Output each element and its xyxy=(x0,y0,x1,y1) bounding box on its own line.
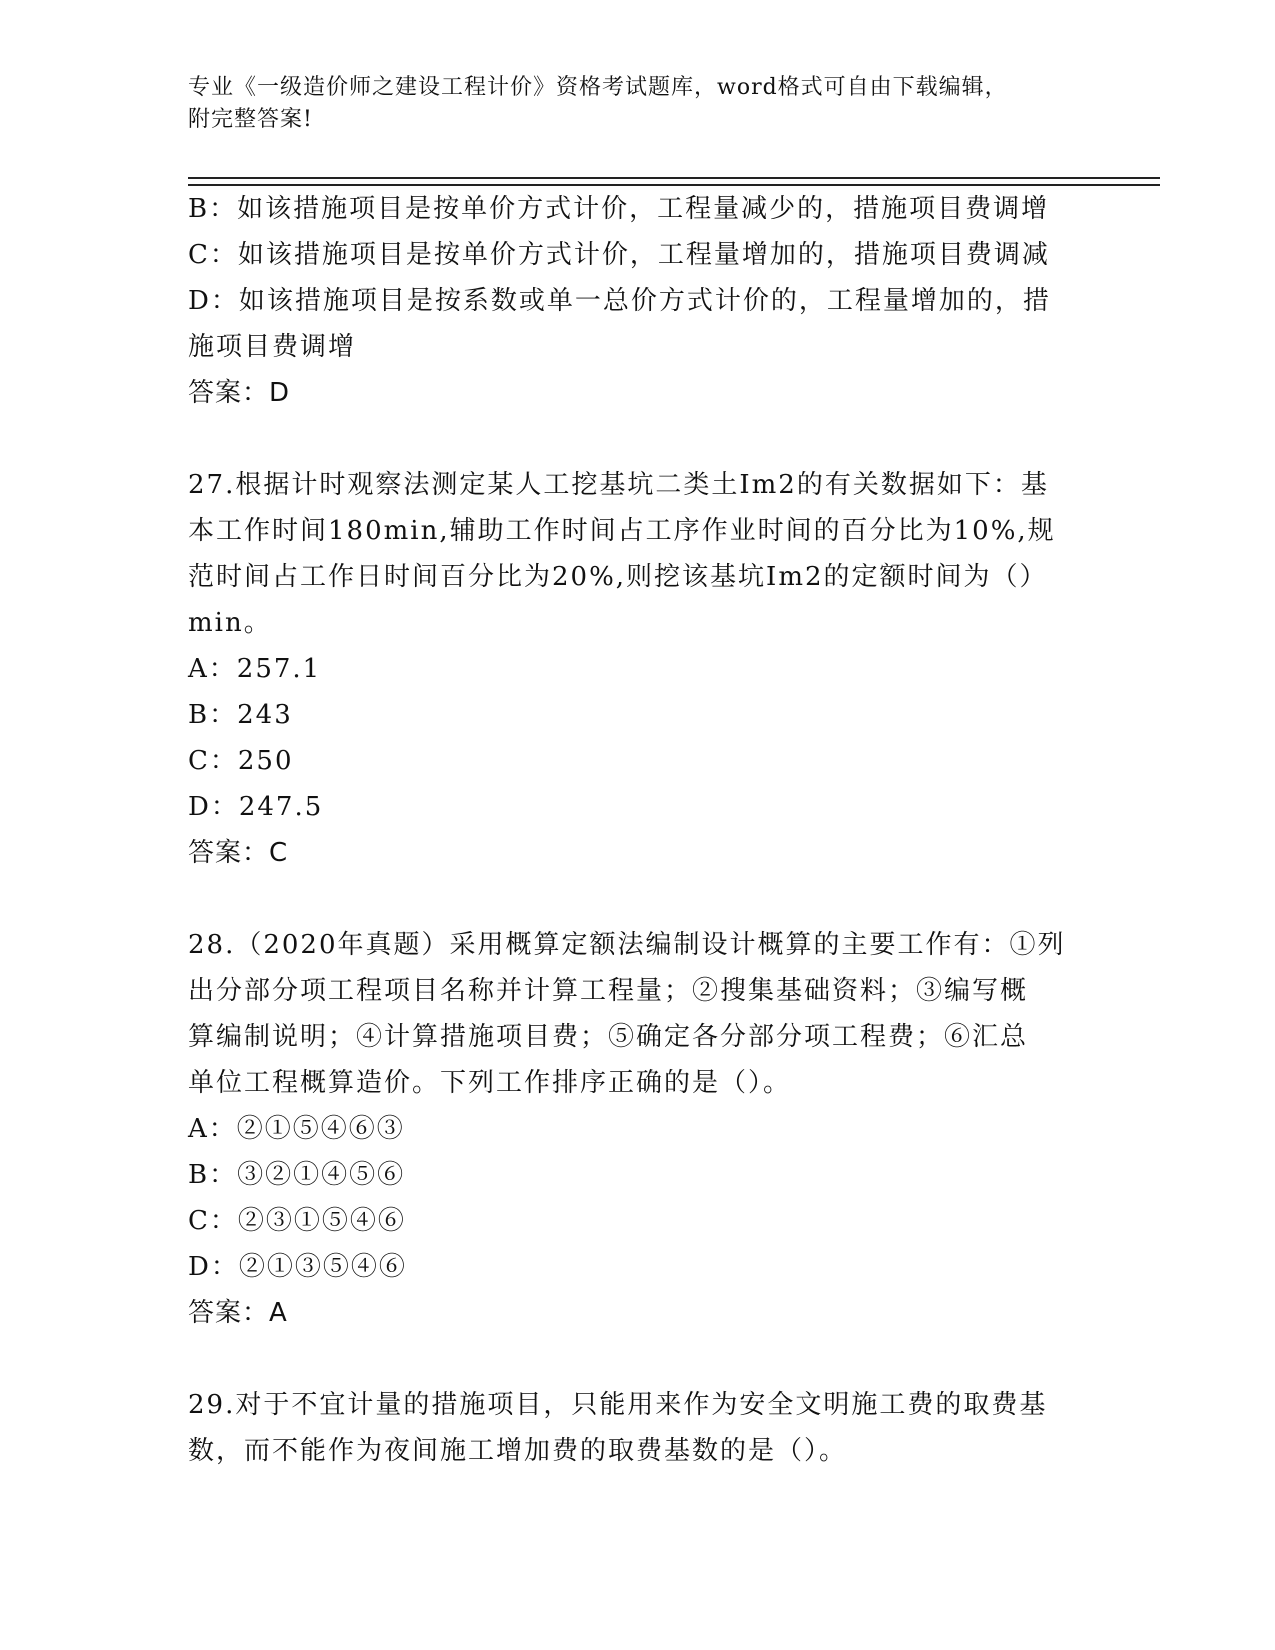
q27-stem-line1: 27.根据计时观察法测定某人工挖基坑二类土Im2的有关数据如下：基 xyxy=(188,470,1049,500)
header-line-2: 附完整答案! xyxy=(188,107,313,132)
q28-option-a: A：②①⑤④⑥③ xyxy=(188,1114,405,1144)
q26-option-c: C：如该措施项目是按单价方式计价，工程量增加的，措施项目费调减 xyxy=(188,240,1050,270)
q28-option-d: D：②①③⑤④⑥ xyxy=(188,1252,407,1282)
q28-stem-line3: 算编制说明；④计算措施项目费；⑤确定各分部分项工程费；⑥汇总 xyxy=(188,1022,1029,1052)
q27-option-d: D：247.5 xyxy=(188,792,324,822)
q27-stem-line2: 本工作时间180min,辅助工作时间占工序作业时间的百分比为10%,规 xyxy=(188,516,1056,546)
spacer xyxy=(188,1336,1148,1382)
page-header xyxy=(188,72,1088,136)
question-28 xyxy=(188,922,1148,1336)
q26-option-d-line2: 施项目费调增 xyxy=(188,332,357,362)
q26-option-d-line1: D：如该措施项目是按系数或单一总价方式计价的，工程量增加的，措 xyxy=(188,286,1051,316)
q27-option-c: C：250 xyxy=(188,746,294,776)
q29-stem-line1: 29.对于不宜计量的措施项目，只能用来作为安全文明施工费的取费基 xyxy=(188,1390,1048,1420)
spacer xyxy=(188,876,1148,922)
q28-stem-line4: 单位工程概算造价。下列工作排序正确的是（）。 xyxy=(188,1068,792,1098)
q26-answer: 答案：D xyxy=(188,378,291,408)
q27-stem-line4: min。 xyxy=(188,608,272,638)
header-line-1: 专业《一级造价师之建设工程计价》资格考试题库，word格式可自由下载编辑， xyxy=(188,75,1008,100)
spacer xyxy=(188,416,1148,462)
q28-option-c: C：②③①⑤④⑥ xyxy=(188,1206,406,1236)
q29-stem-line2: 数，而不能作为夜间施工增加费的取费基数的是（）。 xyxy=(188,1436,848,1466)
question-29 xyxy=(188,1382,1148,1474)
question-27 xyxy=(188,462,1148,876)
q27-answer: 答案：C xyxy=(188,838,289,868)
q28-stem-line1: 28.（2020年真题）采用概算定额法编制设计概算的主要工作有：①列 xyxy=(188,930,1066,960)
q26-option-b: B：如该措施项目是按单价方式计价，工程量减少的，措施项目费调增 xyxy=(188,194,1050,224)
q27-stem-line3: 范时间占工作日时间百分比为20%,则挖该基坑Im2的定额时间为（） xyxy=(188,562,1048,592)
header-divider-top xyxy=(188,177,1160,179)
q27-option-b: B：243 xyxy=(188,700,293,730)
q28-stem-line2: 出分部分项工程项目名称并计算工程量；②搜集基础资料；③编写概 xyxy=(188,976,1029,1006)
question-26-tail xyxy=(188,186,1148,416)
q28-answer: 答案：A xyxy=(188,1298,288,1328)
q28-option-b: B：③②①④⑤⑥ xyxy=(188,1160,406,1190)
question-content xyxy=(188,186,1148,1474)
q27-option-a: A：257.1 xyxy=(188,654,322,684)
